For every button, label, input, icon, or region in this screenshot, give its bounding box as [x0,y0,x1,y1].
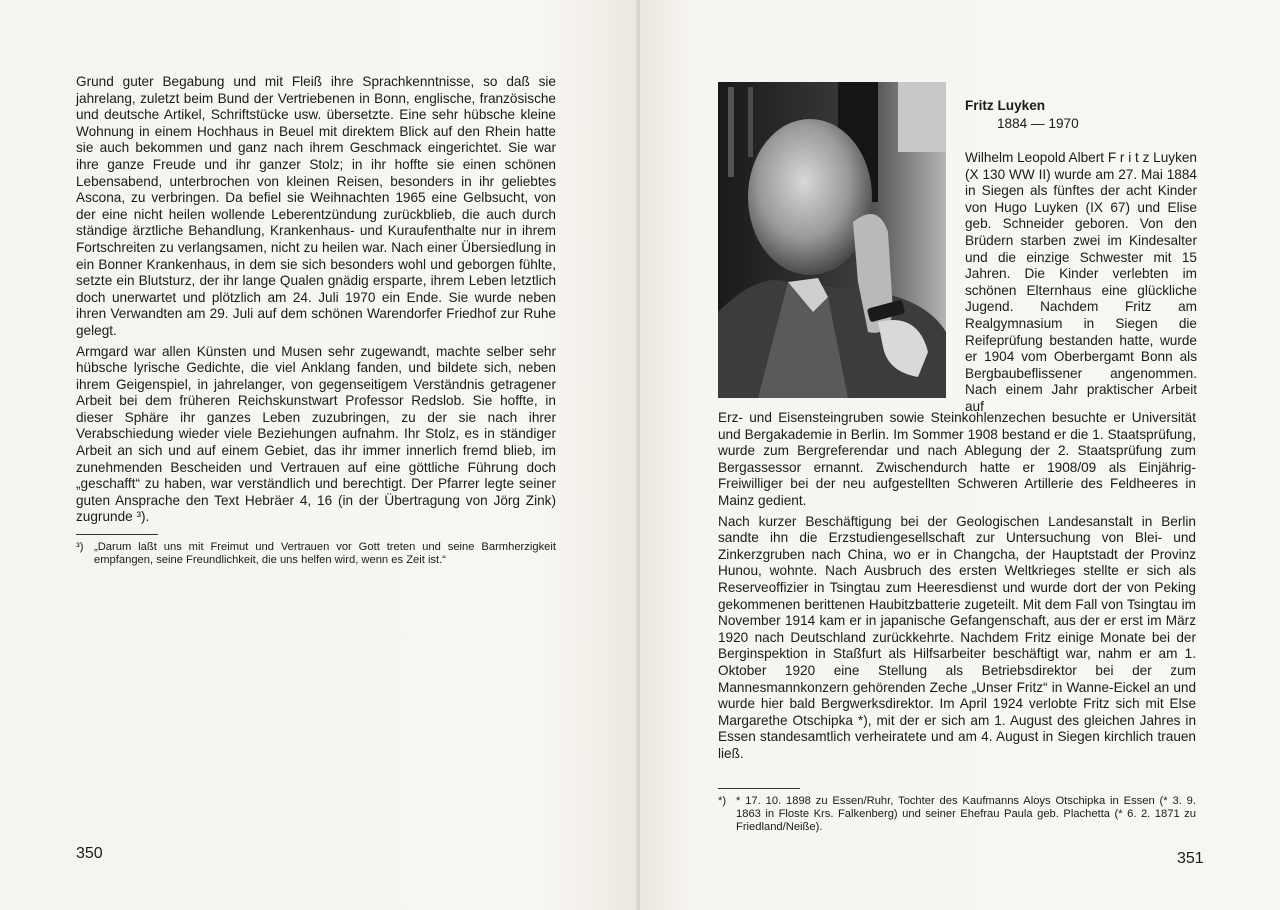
portrait-photo [718,82,946,398]
paragraph: Wilhelm Leopold Albert F r i t z Luyken (X 130 WW II) wurde am 27. Mai 1884 in Siegen als fünftes der acht Kinder von Hugo Luyken (IX 67) und Elise geb. Schneider geboren. Von den Brüdern starben zwei im Kindesalter und die einzige Schwester mit 15 Jahren. Die Kinder verlebten im schönen Elternhaus eine glückliche Jugend. Nachdem Fritz am Realgymnasium in Siegen die Reifeprüfung bestanden hatte, wurde er 1904 vom Oberbergamt Bonn als Bergbaubeflissener angenommen. Nach einem Jahr praktischer Arbeit auf [965,150,1197,414]
paragraph: Nach kurzer Beschäftigung bei der Geologischen Landesanstalt in Berlin sandte ihn die Erzstudiengesellschaft zur Untersuchung von Blei- und Zinkerzgruben nach China, wo er in Changcha, der Hauptstadt der Provinz Hunou, wohnte. Nach Ausbruch des ersten Weltkrieges stellte er sich als Reserveoffizier in Tsingtau zum Heeresdienst und wurde dort der von Peking gekommenen berittenen Haubitzbatterie zugeteilt. Mit dem Fall von Tsingtau im November 1914 kam er in japanische Gefangenschaft, aus der er erst im März 1920 nach Deutschland zurückkehrte. Nachdem Fritz einige Monate bei der Berginspektion in Staßfurt als Hilfsarbeiter beschäftigt war, nahm er am 1. Oktober 1920 eine Stellung als Betriebsdirektor bei der zum Mannesmannkonzern gehörenden Zeche „Unser Fritz“ in Wanne-Eickel an und wurde hier bald Bergwerksdirektor. Im April 1924 verlobte Fritz sich mit Else Margarethe Otschipka *), mit der er sich am 1. August des gleichen Jahres in Essen standesamtlich verheiratete und am 4. August in Siegen kirchlich trauen ließ. [718,513,1196,761]
biography-header [965,98,1197,416]
footnote-divider [718,788,800,789]
left-page-body [76,74,556,567]
footnote-area [718,780,1196,834]
footnote [76,541,556,567]
footnote [718,795,1196,834]
paragraph: Grund guter Begabung und mit Fleiß ihre Sprachkenntnisse, so daß sie jahrelang, zuletzt beim Bund der Vertriebenen in Bonn, englische, französische und deutsche Artikel, Schriftstücke usw. übersetzte. Eine sehr hübsche kleine Wohnung in einem Hochhaus in Beuel mit direktem Blick auf den Rhein hatte sie auch bekommen und ganz nach ihrem Geschmack eingerichtet. Sie war ihre ganze Freude und ihr ganzer Stolz; in ihr hoffte sie einen schönen Lebensabend, unterbrochen von kleinen Reisen, besonders in ihr geliebtes Ascona, zu verbringen. Da befiel sie Weihnachten 1965 eine Gelbsucht, von der eine nicht heilen wollende Leberentzündung zurückblieb, die auch durch ständige ärztliche Behandlung, Krankenhaus- und Kuraufenthalte nur in ihrem Fortschreiten zu verlangsamen, nicht zu heilen war. Nach einer Übersiedlung in ein Bonner Krankenhaus, in dem sie sich besonders wohl und geborgen fühlte, setzte ein Blutsturz, der ihr lange Qualen gnädig ersparte, ihrem Leben letztlich doch unerwartet und plötzlich am 24. Juli 1970 ein Ende. Sie wurde neben ihren Verwandten am 29. Juli auf dem schönen Warendorfer Friedhof zur Ruhe gelegt. [76,74,556,338]
footnote-text: * 17. 10. 1898 zu Essen/Ruhr, Tochter des Kaufmanns Aloys Otschipka in Essen (* 3. 9. 1863 in Floste Krs. Falkenberg) und seiner Ehefrau Paula geb. Plachetta (* 6. 2. 1871 zu Friedland/Neiße). [736,795,1196,833]
right-page-body [718,410,1196,766]
life-years: 1884 — 1970 [997,116,1079,131]
person-name: Fritz Luyken [965,98,1046,113]
paragraph: Erz- und Eisensteingruben sowie Steinkohlenzechen besuchte er Universität und Bergakademie in Berlin. Im Sommer 1908 bestand er die 1. Staatsprüfung, wurde zum Bergreferendar und nach Ablegung der 2. Staatsprüfung zum Bergassessor ernannt. Zwischendurch hatte er 1908/09 als Einjährig-Freiwilliger bei der neu aufgestellten Schweren Artillerie des Feldheeres in Mainz gedient. [718,410,1196,508]
right-page [640,0,1280,910]
portrait-photo-icon [718,82,946,398]
footnote-text: „Darum laßt uns mit Freimut und Vertrauen vor Gott treten und seine Barmherzigkeit empfangen, seine Freundlichkeit, die uns helfen wird, wenn es Zeit ist.“ [94,541,556,567]
footnote-mark: ³) [76,541,84,554]
footnote-divider [76,534,158,535]
paragraph: Armgard war allen Künsten und Musen sehr zugewandt, machte selber sehr hübsche lyrische Gedichte, die viel Anklang fanden, und bildete sich, neben ihrem Geigenspiel, in jahrelanger, von gegenseitigem Verständnis getragener Arbeit bei dem früheren Reichskunstwart Professor Redslob. Sie hoffte, in dieser Sphäre ihr ganzes Leben zuzubringen, zu der sie nach ihrer Verabschiedung wieder viele Beziehungen aufnahm. Ihr Stolz, es in ständiger Arbeit an sich und auf einem Gebiet, das ihr immer innerlich fremd blieb, im zunehmenden Bescheiden und Vertrauen auf eine göttliche Führung doch „geschafft“ zu haben, war verständlich und berechtigt. Der Pfarrer legte seiner guten Ansprache den Text Hebräer 4, 16 (in der Übertragung von Jörg Zink) zugrunde ³). [76,343,556,525]
page-number: 351 [1177,850,1204,867]
page-number: 350 [76,845,103,862]
footnote-mark: *) [718,795,727,807]
